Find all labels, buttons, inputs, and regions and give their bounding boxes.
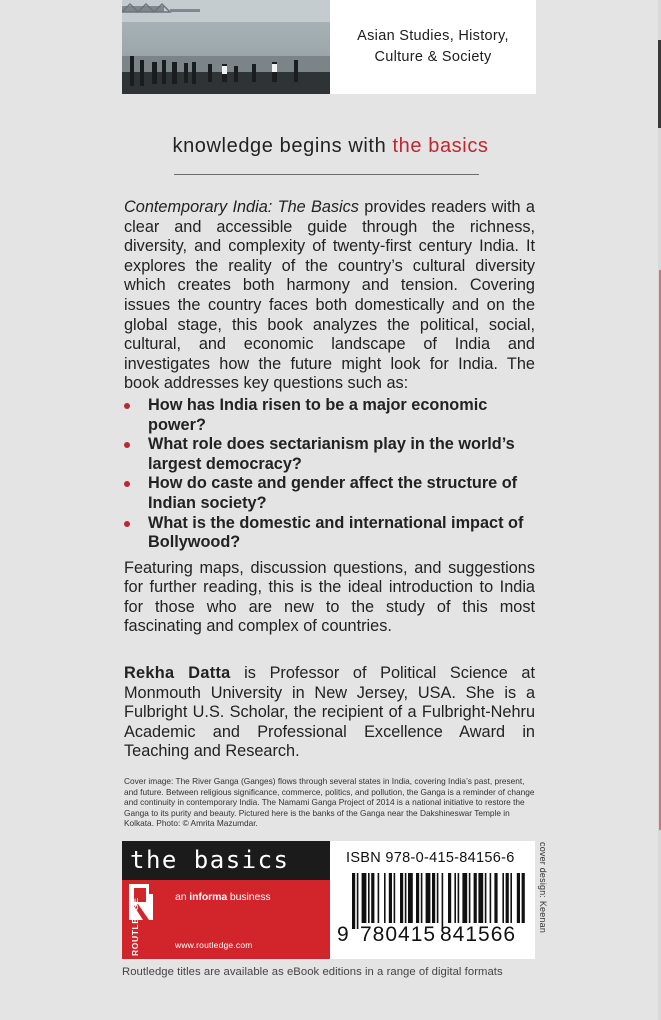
publisher-banner (122, 880, 330, 959)
cover-photo (122, 0, 330, 94)
river-photo-illustration (122, 0, 330, 94)
barcode-bar (408, 873, 413, 923)
barcode-bar (378, 873, 380, 923)
question-item (124, 474, 535, 513)
cover-design-credit: cover design: Keenan (538, 842, 548, 934)
barcode-bar (426, 873, 431, 923)
barcode-bar (448, 873, 451, 923)
publisher-vertical-text: ROUTLEDGE (130, 897, 140, 956)
publisher-url: www.routledge.com (175, 940, 253, 950)
barcode-bar (389, 873, 392, 923)
barcode-bar (362, 873, 367, 923)
divider (174, 174, 479, 175)
barcode-bar (510, 873, 512, 923)
author-name: Rekha Datta (124, 664, 231, 682)
isbn-label: ISBN 978-0-415-84156-6 (346, 850, 515, 866)
isbn-digits-left: 780415 (360, 923, 437, 946)
back-cover-blurb (124, 198, 535, 637)
blurb-closing: Featuring maps, discussion questions, and suggestions for further reading, this is the ideal introduction to India for those who are new to the study of this most fascinating and complex of countries. (124, 558, 535, 636)
author-bio (124, 664, 535, 762)
tagline-highlight: the basics (392, 135, 489, 157)
question-text: How do caste and gender affect the structure of Indian society? (148, 474, 518, 512)
barcode-bar (494, 873, 497, 923)
bullet-icon (124, 442, 130, 448)
isbn-digit-lead: 9 (337, 923, 350, 946)
barcode-bar (478, 873, 483, 923)
series-label-line2: Culture & Society (374, 49, 492, 65)
barcode-bar (371, 873, 374, 923)
tagline (0, 135, 661, 158)
bullet-icon (124, 481, 130, 487)
barcode-bar (506, 873, 509, 923)
book-title: Contemporary India: The Basics (124, 198, 359, 216)
barcode-bar (442, 873, 444, 929)
author-bio-text: is Professor of Political Science at Monmouth University in New Jersey, USA. She is a Fulbright U.S. Scholar, the recipient of a Fulbright-Nehru Academic and Professional Excellence Award in Teaching and Research. (124, 664, 535, 761)
barcode-bar (352, 873, 355, 929)
barcode-bar (394, 873, 396, 923)
barcode-bar (454, 873, 456, 923)
series-label-box (330, 0, 536, 94)
bullet-icon (124, 403, 130, 409)
barcode-bar (421, 873, 423, 923)
routledge-logo (122, 880, 168, 959)
informa-tagline (175, 891, 271, 903)
ebook-note: Routledge titles are available as eBook editions in a range of digital formats (122, 966, 503, 978)
barcode-bar (384, 873, 386, 923)
series-label-line1: Asian Studies, History, (357, 28, 509, 44)
barcode-bar (357, 873, 359, 929)
question-text: What role does sectarianism play in the world’s largest democracy? (148, 435, 515, 473)
barcode-bar (522, 873, 525, 923)
isbn-barcode-block (330, 841, 535, 959)
barcode-bar (437, 873, 439, 923)
barcode-bar (405, 873, 407, 923)
barcode-bar (502, 873, 504, 923)
barcode-bar (474, 873, 477, 923)
publisher-block (122, 841, 330, 959)
blurb-intro (124, 198, 535, 394)
barcode-bar (462, 873, 467, 923)
barcode-bar (368, 873, 370, 923)
barcode-bar (458, 873, 460, 923)
isbn-digits-right: 841566 (440, 923, 517, 946)
series-name: the basics (130, 846, 290, 874)
informa-suffix: business (227, 891, 271, 903)
tagline-prefix: knowledge begins with (172, 135, 393, 157)
barcode-bar (432, 873, 435, 923)
question-text: How has India risen to be a major economic power? (148, 395, 488, 434)
question-item (124, 514, 535, 553)
question-item (124, 435, 535, 474)
barcode-bar (490, 873, 492, 923)
barcode-bar (416, 873, 419, 923)
cover-image-caption: Cover image: The River Ganga (Ganges) flows through several states in India, covering India’s past, present, and future. Between religious significance, commerce, politics, and pollution, the Ganga is a reminder of change and continuity in contemporary India. The Namami Ganga Project of 2014 is a national initiative to restore the Ganga to its purity and beauty. Pictured here is the banks of the Ganga near the Dakshineswar Temple in Kolkata. Photo: © Amrita Mazumdar. (124, 776, 535, 829)
blurb-intro-text: provides readers with a clear and accessible guide through the richness, diversity, and complexity of twenty-first century India. It explores the reality of the country’s cultural diversity which creates both harmony and tension. Covering issues the country faces both domestically and on the global stage, this book analyzes the political, social, cultural, and economic landscape of India and investigates how the future might look for India. The book addresses key questions such as: (124, 198, 535, 393)
question-text: What is the domestic and international impact of Bollywood? (148, 513, 524, 552)
barcode-bar (400, 873, 403, 923)
key-questions-list (124, 396, 535, 553)
barcode-bar (469, 873, 471, 923)
publisher-vertical-name (130, 897, 140, 956)
informa-prefix: an (175, 891, 190, 903)
barcode-bar (517, 873, 520, 923)
informa-bold: informa (189, 891, 228, 903)
series-banner (122, 841, 330, 880)
question-item (124, 396, 535, 435)
barcode-bar (485, 873, 487, 923)
bullet-icon (124, 521, 130, 527)
